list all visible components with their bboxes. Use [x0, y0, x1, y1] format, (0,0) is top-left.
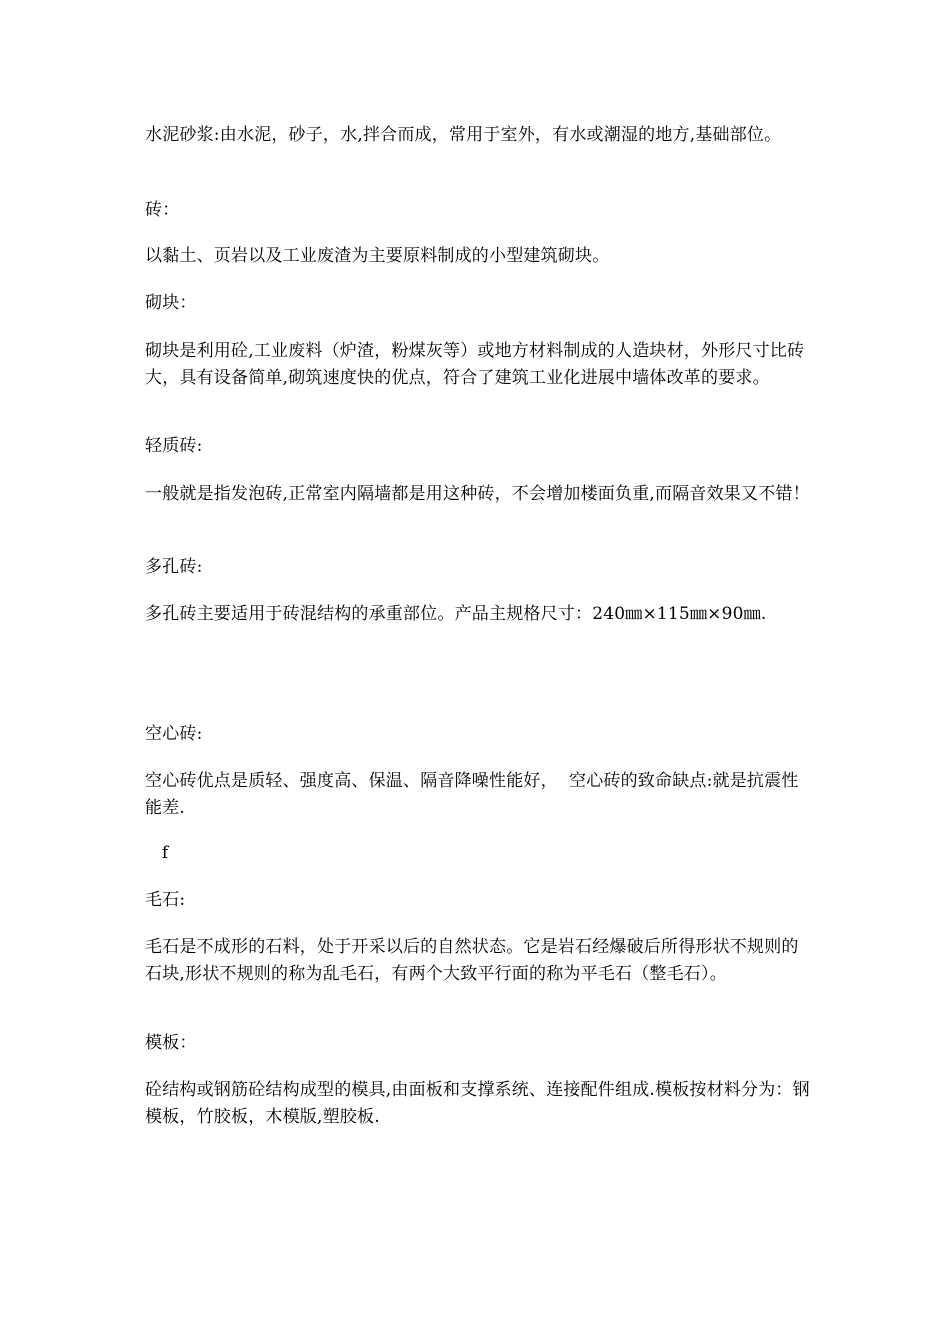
- heading-formwork: 模板：: [145, 1033, 197, 1053]
- heading-hollow-brick: 空心砖:: [145, 724, 203, 744]
- paragraph-block: 砌块是利用砼,工业废料（炉渣，粉煤灰等）或地方材料制成的人造块材，外形尺寸比砖大，具有设备简单,砌筑速度快的优点，符合了建筑工业化进展中墙体改革的要求。: [145, 341, 805, 388]
- paragraph-hollow-brick: 空心砖优点是质轻、强度高、保温、隔音降噪性能好， 空心砖的致命缺点:就是抗震性能差.: [145, 771, 799, 818]
- heading-lightweight-brick: 轻质砖:: [145, 436, 203, 456]
- heading-brick: 砖：: [145, 200, 180, 220]
- paragraph-brick: 以黏土、页岩以及工业废渣为主要原料制成的小型建筑砌块。: [145, 246, 610, 266]
- paragraph-formwork: 砼结构或钢筋砼结构成型的模具,由面板和支撑系统、连接配件组成.模板按材料分为：钢模板，竹胶板，木模版,塑胶板.: [145, 1080, 810, 1127]
- heading-rubble-stone: 毛石:: [145, 890, 186, 910]
- paragraph-rubble-stone: 毛石是不成形的石料，处于开采以后的自然状态。它是岩石经爆破后所得形状不规则的石块,形状不规则的称为乱毛石，有两个大致平行面的称为平毛石（整毛石）。: [145, 937, 799, 984]
- paragraph-perforated-brick: 多孔砖主要适用于砖混结构的承重部位。产品主规格尺寸：240㎜×115㎜×90㎜.: [145, 604, 767, 624]
- paragraph-cement-mortar: 水泥砂浆:由水泥，砂子，水,拌合而成，常用于室外，有水或潮湿的地方,基础部位。: [145, 125, 782, 145]
- stray-character: f: [145, 843, 169, 863]
- heading-block: 砌块：: [145, 293, 197, 313]
- paragraph-lightweight-brick: 一般就是指发泡砖,正常室内隔墙都是用这种砖，不会增加楼面负重,而隔音效果又不错！: [145, 484, 810, 504]
- heading-perforated-brick: 多孔砖:: [145, 557, 203, 577]
